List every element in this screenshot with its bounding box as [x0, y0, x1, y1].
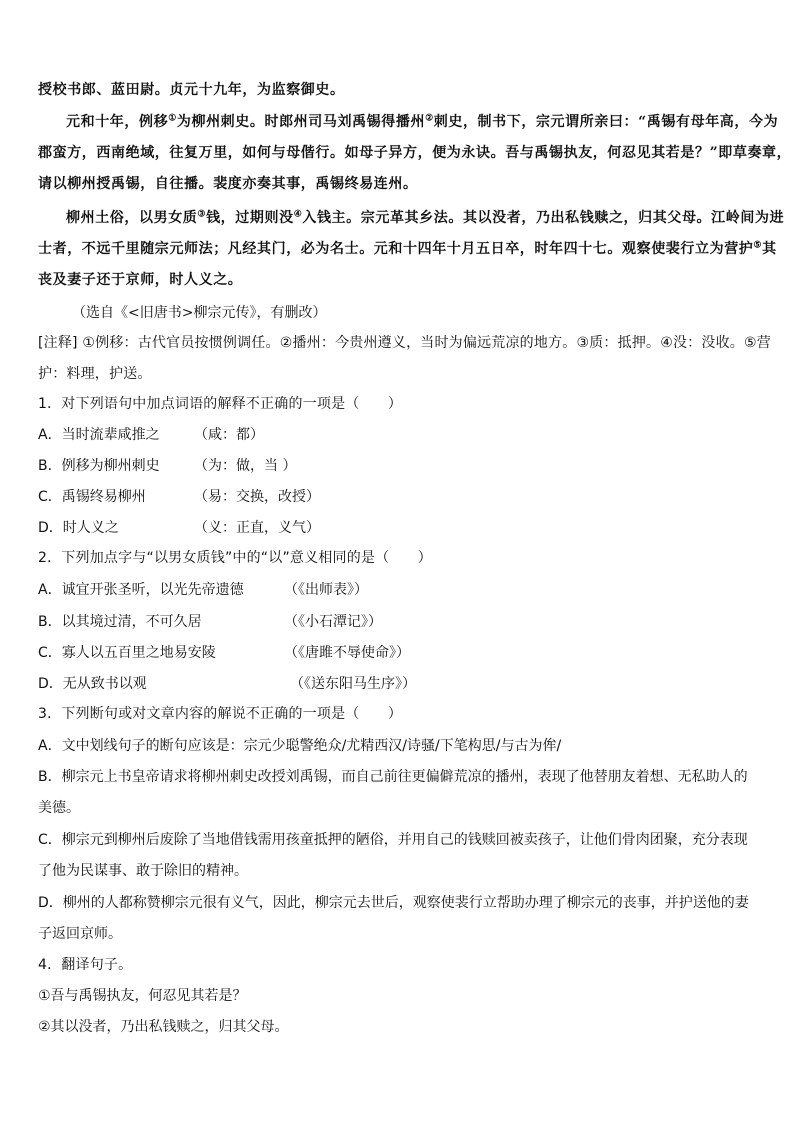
- notes-line: [注释] ①例移：古代官员按惯例调任。②播州：今贵州遵义，当时为偏远荒凉的地方。③质：抵押。④没：没收。⑤营: [38, 335, 771, 351]
- question-3-stem: 3．下列断句或对文章内容的解说不正确的一项是（ ）: [38, 706, 403, 722]
- passage-line: 郡蛮方，西南绝域，往复万里，如何与母偕行。如母子异方，便为永诀。吾与禹锡执友，何忍见其若是？”即草奏章，: [38, 145, 792, 161]
- text-span: 钱，过期则没: [206, 210, 294, 226]
- text-span: 刺史，制书下，宗元谓所亲曰：“禹锡有母年高，今为: [433, 114, 779, 130]
- text-span: 入钱主。宗元革其乡法。其以没者，乃出私钱赎之，归其父母。江岭间为进: [302, 210, 785, 226]
- option-text: C．禹锡终易柳州: [38, 489, 146, 505]
- question-2-option-b: [38, 612, 760, 632]
- question-4-line: ②其以没者，乃出私钱赎之，归其父母。: [38, 1019, 289, 1035]
- passage-source: （选自《<旧唐书>柳宗元传》，有删改）: [72, 305, 327, 321]
- footnote-mark: ②: [425, 113, 434, 124]
- option-gloss: （《出师表》）: [284, 582, 368, 598]
- passage-line: 请以柳州授禹锡，自往播。裴度亦奏其事，禹锡终易连州。: [38, 176, 418, 192]
- question-3-line: D．柳州的人都称赞柳宗元很有义气，因此，柳宗元去世后，观察使裴行立帮助办理了柳宗元的丧事，并护送他的妻: [38, 895, 749, 911]
- question-3-line: 子返回京师。: [38, 926, 122, 942]
- footnote-mark: ①: [168, 113, 177, 124]
- question-2-option-c: [38, 643, 760, 663]
- footnote-mark: ④: [293, 209, 303, 220]
- question-1-option-d: [38, 518, 760, 538]
- option-text: D．时人义之: [38, 520, 119, 536]
- option-text: D．无从致书以观: [38, 676, 147, 692]
- option-text: B．以其境过清，不可久居: [38, 614, 202, 630]
- text-span: 士者，不远千里随宗元师法；凡经其门，必为名士。元和十四年十月五日卒，时年四十七。观察使裴行立为营护: [38, 241, 754, 257]
- question-2-option-d: [38, 674, 760, 694]
- option-text: A．诚宜开张圣听，以光先帝遗德: [38, 582, 244, 598]
- question-1-stem: 1．对下列语句中加点词语的解释不正确的一项是（ ）: [38, 396, 403, 412]
- notes-line: 护：料理，护送。: [38, 366, 152, 382]
- question-1-option-b: [38, 456, 760, 476]
- text-span: 元和十年，例移: [66, 114, 169, 130]
- question-3-line: 了他为民谋事、敢于除旧的精神。: [38, 863, 248, 879]
- text-span: 柳州土俗，以男女质: [66, 210, 198, 226]
- passage-line: 丧及妻子还于京师，时人义之。: [38, 272, 243, 288]
- option-text: B．例移为柳州刺史: [38, 458, 160, 474]
- text-span: 其: [762, 241, 777, 257]
- option-gloss: （易：交换，改授）: [194, 489, 320, 505]
- question-3-line: 美德。: [38, 800, 80, 816]
- passage-line: 授校书郎、蓝田尉。贞元十九年，为监察御史。: [38, 82, 345, 98]
- option-gloss: （《唐雎不辱使命》）: [284, 645, 410, 661]
- question-3-line: A．文中划线句子的断句应该是：宗元少聪警绝众/尤精西汉/诗骚/下笔构思/与古为侔/: [38, 738, 562, 754]
- question-4-stem: 4．翻译句子。: [38, 957, 133, 973]
- footnote-mark: ⑤: [753, 240, 763, 251]
- option-gloss: （《小石潭记》）: [284, 614, 382, 630]
- text-span: 为柳州刺史。时郎州司马刘禹锡得播州: [176, 114, 426, 130]
- option-text: A．当时流辈咸推之: [38, 427, 160, 443]
- passage-line: [66, 208, 785, 228]
- question-1-option-a: [38, 425, 760, 445]
- question-3-line: B．柳宗元上书皇帝请求将柳州刺史改授刘禹锡，而自己前往更偏僻荒凉的播州，表现了他替朋友着想、无私助人的: [38, 769, 748, 785]
- option-gloss: （义：正直，义气）: [194, 520, 320, 536]
- option-gloss: （为：做，当 ）: [194, 458, 297, 474]
- question-2-stem: 2．下列加点字与“以男女质钱”中的“以”意义相同的是（ ）: [38, 550, 432, 566]
- question-4-line: ①吾与禹锡执友，何忍见其若是？: [38, 988, 247, 1004]
- option-gloss: （咸：都）: [194, 427, 264, 443]
- option-text: C．寡人以五百里之地易安陵: [38, 645, 216, 661]
- option-gloss: （《送东阳马生序》）: [290, 676, 416, 692]
- question-1-option-c: [38, 487, 760, 507]
- passage-line: [38, 239, 777, 259]
- footnote-mark: ③: [197, 209, 207, 220]
- question-3-line: C．柳宗元到柳州后废除了当地借钱需用孩童抵押的陋俗，并用自己的钱赎回被卖孩子，让他们骨肉团聚，充分表现: [38, 832, 748, 848]
- question-2-option-a: [38, 580, 760, 600]
- passage-line: [66, 112, 779, 132]
